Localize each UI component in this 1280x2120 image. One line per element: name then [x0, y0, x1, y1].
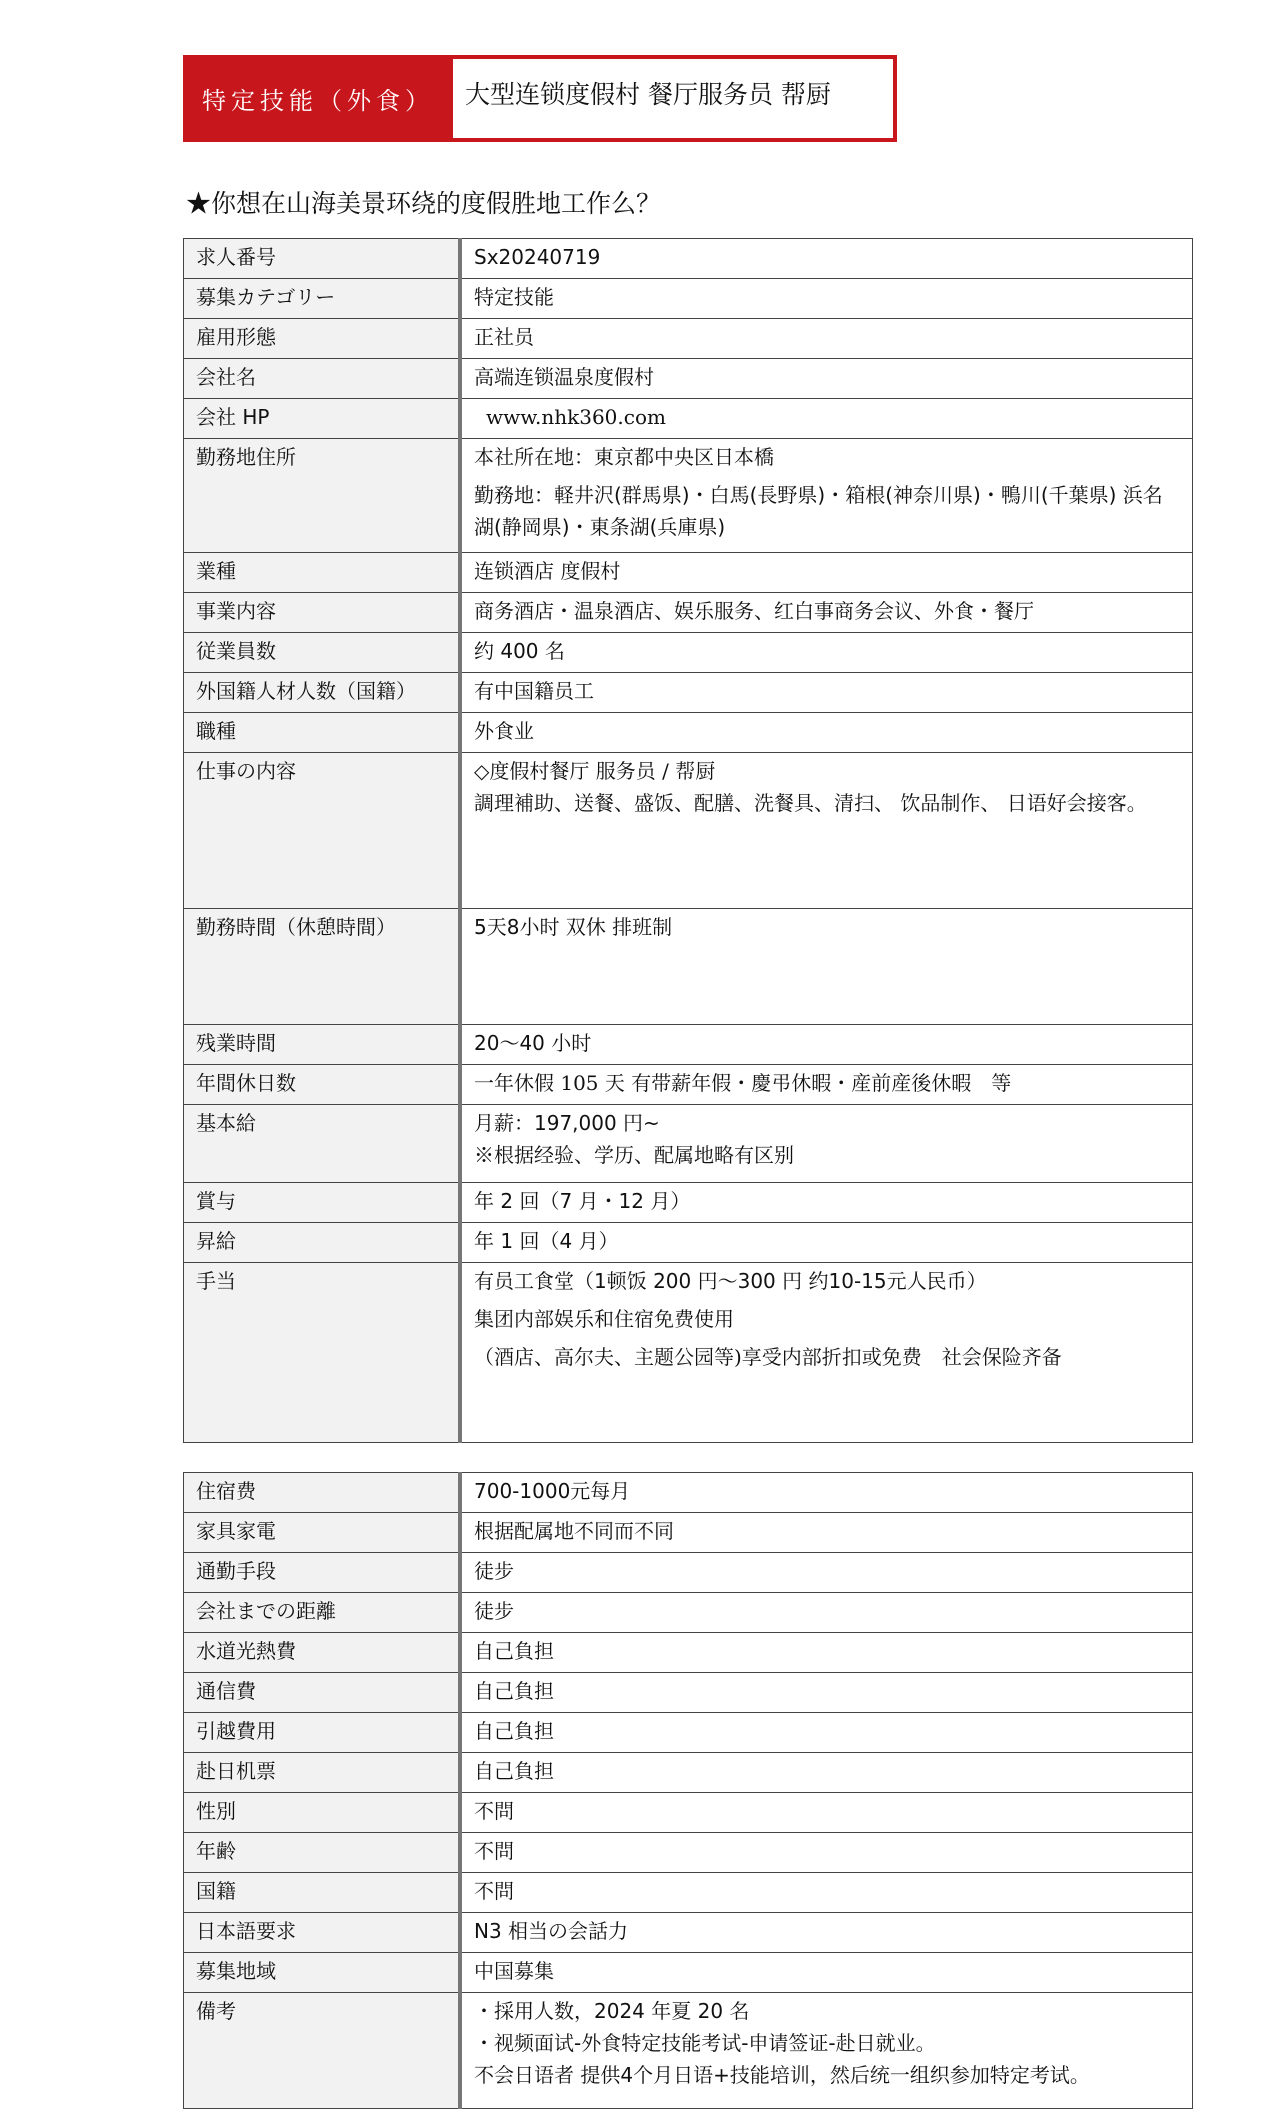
row-value — [460, 399, 1193, 439]
row-value: 外食业 — [460, 713, 1193, 753]
intro-text: ★你想在山海美景环绕的度假胜地工作么？ — [186, 189, 662, 218]
row-key: 仕事の内容 — [184, 753, 461, 909]
job-header — [183, 55, 897, 142]
row-value: 正社员 — [460, 319, 1193, 359]
row-key: 賞与 — [184, 1183, 461, 1223]
company-website-link: www.nhk360.com — [486, 405, 666, 429]
row-key: 手当 — [184, 1263, 461, 1443]
row-key: 年齢 — [184, 1833, 461, 1873]
table-row — [184, 633, 1193, 673]
row-value: 不問 — [460, 1873, 1193, 1913]
table-row — [184, 1833, 1193, 1873]
table-row — [184, 1223, 1193, 1263]
row-key: 昇給 — [184, 1223, 461, 1263]
row-value: 本社所在地：東京都中央区日本橋 勤務地：軽井沢(群馬県)・白馬(長野県)・箱根(神奈川県)・鴨川(千葉県) 浜名湖(静岡県)・東条湖(兵庫県) — [460, 439, 1193, 553]
row-value: 自己負担 — [460, 1753, 1193, 1793]
row-value: 特定技能 — [460, 279, 1193, 319]
table-row — [184, 1593, 1193, 1633]
table-row — [184, 1513, 1193, 1553]
row-key: 備考 — [184, 1993, 461, 2109]
row-value: 高端连锁温泉度假村 — [460, 359, 1193, 399]
table-row — [184, 1065, 1193, 1105]
row-key: 水道光熱費 — [184, 1633, 461, 1673]
row-key: 通信費 — [184, 1673, 461, 1713]
row-key: 募集カテゴリー — [184, 279, 461, 319]
row-value: 700-1000元每月 — [460, 1473, 1193, 1513]
table-row — [184, 359, 1193, 399]
row-value: ◇度假村餐厅 服务员 / 帮厨 調理補助、送餐、盛饭、配膳、洗餐具、清扫、 饮品制作、 日语好会接客。 — [460, 753, 1193, 909]
table-row — [184, 319, 1193, 359]
row-value: 不問 — [460, 1833, 1193, 1873]
table-row — [184, 1633, 1193, 1673]
row-value: ・採用人数，2024 年夏 20 名 ・视频面试-外食特定技能考试-申请签证-赴日就业。 不会日语者 提供4个月日语+技能培训，然后统一组织参加特定考试。 — [460, 1993, 1193, 2109]
row-key: 事業内容 — [184, 593, 461, 633]
table-row — [184, 1873, 1193, 1913]
table-row — [184, 1263, 1193, 1443]
row-value: 徒步 — [460, 1593, 1193, 1633]
table-row — [184, 713, 1193, 753]
table-row — [184, 1105, 1193, 1183]
row-value: 不問 — [460, 1793, 1193, 1833]
row-key: 残業時間 — [184, 1025, 461, 1065]
row-key: 雇用形態 — [184, 319, 461, 359]
table-row — [184, 279, 1193, 319]
row-key: 性別 — [184, 1793, 461, 1833]
row-key: 会社 HP — [184, 399, 461, 439]
row-value: 20～40 小时 — [460, 1025, 1193, 1065]
table-row — [184, 673, 1193, 713]
row-key: 会社名 — [184, 359, 461, 399]
row-key: 赴日机票 — [184, 1753, 461, 1793]
row-key: 国籍 — [184, 1873, 461, 1913]
row-key: 職種 — [184, 713, 461, 753]
row-value: 自己負担 — [460, 1633, 1193, 1673]
row-value: 自己負担 — [460, 1713, 1193, 1753]
category-label: 特定技能（外食） — [183, 55, 453, 142]
table-row — [184, 909, 1193, 1025]
row-value: 年 2 回（7 月・12 月） — [460, 1183, 1193, 1223]
table-row — [184, 593, 1193, 633]
row-value: 有中国籍员工 — [460, 673, 1193, 713]
row-key: 通勤手段 — [184, 1553, 461, 1593]
row-value: N3 相当の会話力 — [460, 1913, 1193, 1953]
row-key: 年間休日数 — [184, 1065, 461, 1105]
row-key: 住宿费 — [184, 1473, 461, 1513]
row-value: 有员工食堂（1顿饭 200 円～300 円 约10-15元人民币） 集团内部娱乐和住宿免费使用 （酒店、高尔夫、主题公园等)享受内部折扣或免费 社会保险齐备 — [460, 1263, 1193, 1443]
table-row — [184, 1673, 1193, 1713]
job-details-table — [183, 238, 1193, 1443]
table-row — [184, 1953, 1193, 1993]
row-key: 日本語要求 — [184, 1913, 461, 1953]
table-row — [184, 1713, 1193, 1753]
table-row — [184, 1753, 1193, 1793]
table-row — [184, 239, 1193, 279]
row-key: 募集地域 — [184, 1953, 461, 1993]
job-title: 大型连锁度假村 餐厅服务员 帮厨 — [453, 55, 897, 142]
conditions-table — [183, 1472, 1193, 2109]
table-row — [184, 1993, 1193, 2109]
row-value: 月薪：197,000 円~ ※根据经验、学历、配属地略有区别 — [460, 1105, 1193, 1183]
table-row — [184, 553, 1193, 593]
row-value: 约 400 名 — [460, 633, 1193, 673]
row-key: 勤務時間（休憩時間） — [184, 909, 461, 1025]
row-value: 5天8小时 双休 排班制 — [460, 909, 1193, 1025]
row-key: 従業員数 — [184, 633, 461, 673]
row-value: 根据配属地不同而不同 — [460, 1513, 1193, 1553]
row-value: 连锁酒店 度假村 — [460, 553, 1193, 593]
row-value: 徒步 — [460, 1553, 1193, 1593]
table-row — [184, 753, 1193, 909]
row-value: Sx20240719 — [460, 239, 1193, 279]
table-row — [184, 399, 1193, 439]
row-key: 基本給 — [184, 1105, 461, 1183]
row-value: 年 1 回（4 月） — [460, 1223, 1193, 1263]
row-key: 勤務地住所 — [184, 439, 461, 553]
row-key: 外国籍人材人数（国籍） — [184, 673, 461, 713]
table-row — [184, 1473, 1193, 1513]
row-value: 自己負担 — [460, 1673, 1193, 1713]
row-key: 求人番号 — [184, 239, 461, 279]
table-row — [184, 1183, 1193, 1223]
table-row — [184, 1913, 1193, 1953]
table-row — [184, 1553, 1193, 1593]
row-key: 引越費用 — [184, 1713, 461, 1753]
row-key: 会社までの距離 — [184, 1593, 461, 1633]
table-row — [184, 439, 1193, 553]
table-row — [184, 1793, 1193, 1833]
row-value: 一年休假 105 天 有带薪年假・慶弔休暇・産前産後休暇 等 — [460, 1065, 1193, 1105]
table-row — [184, 1025, 1193, 1065]
row-key: 家具家電 — [184, 1513, 461, 1553]
row-key: 業種 — [184, 553, 461, 593]
row-value: 中国募集 — [460, 1953, 1193, 1993]
row-value: 商务酒店・温泉酒店、娱乐服务、红白事商务会议、外食・餐厅 — [460, 593, 1193, 633]
